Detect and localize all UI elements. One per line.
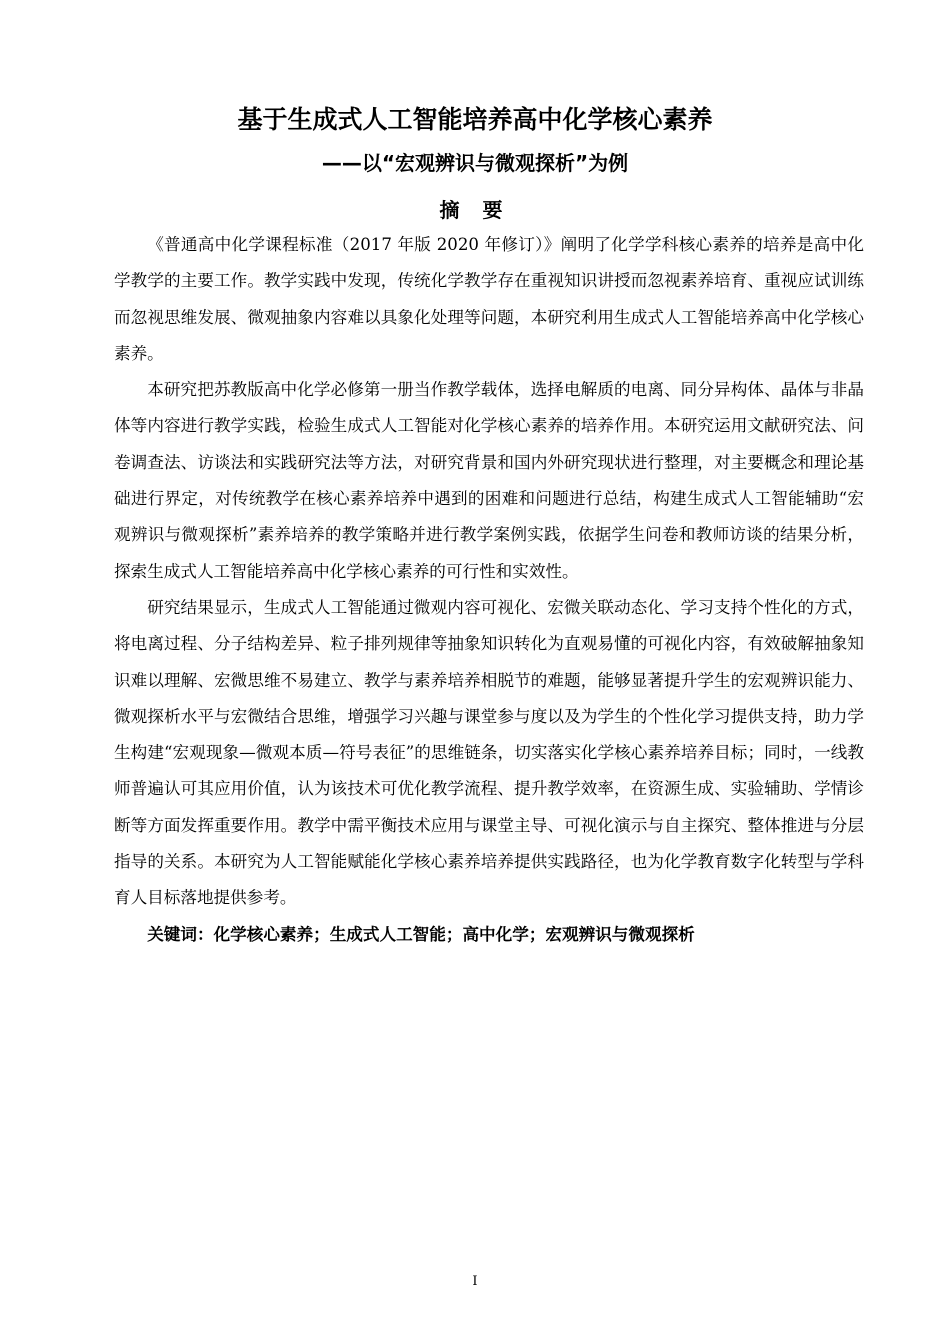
page-number: I	[472, 1274, 478, 1289]
abstract-heading: 摘 要	[439, 198, 511, 222]
abstract-paragraph-2: 本研究把苏教版高中化学必修第一册当作教学载体，选择电解质的电离、同分异构体、晶体与非晶体等内容进行教学实践，检验生成式人工智能对化学核心素养的培养作用。本研究运用文献研究法、问卷调查法、访谈法和实践研究法等方法，对研究背景和国内外研究现状进行整理，对主要概念和理论基础进行界定，对传统教学在核心素养培养中遇到的困难和问题进行总结，构建生成式人工智能辅助“宏观辨识与微观探析”素养培养的教学策略并进行教学案例实践，依据学生问卷和教师访谈的结果分析，探索生成式人工智能培养高中化学核心素养的可行性和实效性。	[114, 380, 864, 581]
abstract-paragraph-1: 《普通高中化学课程标准（2017 年版 2020 年修订）》阐明了化学学科核心素养的培养是高中化学教学的主要工作。教学实践中发现，传统化学教学存在重视知识讲授而忽视素养培育、重视应试训练而忽视思维发展、微观抽象内容难以具象化处理等问题，本研究利用生成式人工智能培养高中化学核心素养。	[114, 235, 864, 363]
paper-title: 基于生成式人工智能培养高中化学核心素养	[237, 105, 713, 134]
abstract-body	[114, 227, 864, 953]
abstract-paragraph-3: 研究结果显示，生成式人工智能通过微观内容可视化、宏微关联动态化、学习支持个性化的方式，将电离过程、分子结构差异、粒子排列规律等抽象知识转化为直观易懂的可视化内容，有效破解抽象知识难以理解、宏微思维不易建立、教学与素养培养相脱节的难题，能够显著提升学生的宏观辨识能力、微观探析水平与宏微结合思维，增强学习兴趣与课堂参与度以及为学生的个性化学习提供支持，助力学生构建“宏观现象—微观本质—符号表征”的思维链条，切实落实化学核心素养培养目标；同时，一线教师普遍认可其应用价值，认为该技术可优化教学流程、提升教学效率，在资源生成、实验辅助、学情诊断等方面发挥重要作用。教学中需平衡技术应用与课堂主导、可视化演示与自主探究、整体推进与分层指导的关系。本研究为人工智能赋能化学核心素养培养提供实践路径，也为化学教育数字化转型与学科育人目标落地提供参考。	[114, 597, 864, 908]
keywords-line: 关键词：化学核心素养；生成式人工智能；高中化学；宏观辨识与微观探析	[147, 924, 695, 944]
paper-subtitle: ——以“宏观辨识与微观探析”为例	[321, 151, 629, 175]
